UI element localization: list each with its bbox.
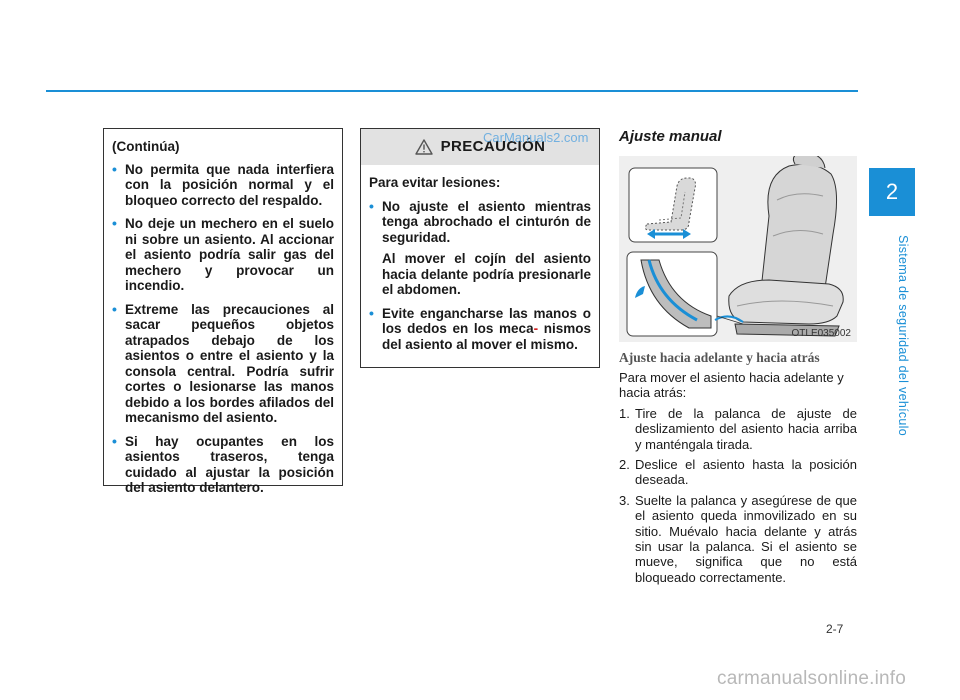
red-hyphen: - <box>533 321 539 336</box>
chapter-number-tab: 2 <box>869 168 915 216</box>
subheading: Ajuste hacia adelante y hacia atrás <box>619 350 820 365</box>
list-item: 2. Deslice el asiento hasta la posición deseada. <box>619 457 857 488</box>
continued-label: (Continúa) <box>112 139 180 154</box>
bullet-dot-icon: • <box>369 197 374 214</box>
bullet-dot-icon: • <box>112 300 117 317</box>
warning-triangle-icon <box>415 139 433 155</box>
instructions <box>619 370 857 590</box>
bullet-dot-icon: • <box>112 432 117 449</box>
continued-list <box>112 162 334 496</box>
caution-sub-paragraph: Al mover el cojín del asiento hacia delante podría presionarle el abdomen. <box>382 251 591 297</box>
seat-illustration <box>619 156 857 342</box>
figure-code: OTLE035002 <box>791 328 851 339</box>
list-item: • No deje un mechero en el suelo ni sobre un asiento. Al accionar el asiento podría salir gas del mechero y provocar un incendio. <box>112 215 334 293</box>
bullet-dot-icon: • <box>112 215 117 231</box>
watermark-bottom: carmanualsonline.info <box>717 668 907 689</box>
header-rule <box>46 90 858 92</box>
list-item: • No ajuste el asiento mientras tenga abrochado el cinturón de seguridad. Al mover el cojín del asiento hacia delante podría presionarle el abdomen. <box>369 197 591 297</box>
caution-list <box>369 199 591 353</box>
continued-warning-box <box>103 128 343 495</box>
list-item: • Evite engancharse las manos o los dedos en los meca- nismos del asiento al mover el mismo. <box>369 304 591 352</box>
page-number: 2-7 <box>826 622 844 636</box>
chapter-title: Sistema de seguridad del vehículo <box>896 234 910 436</box>
bullet-dot-icon: • <box>112 160 117 177</box>
seat-figure <box>619 156 857 342</box>
caution-box <box>360 128 600 368</box>
list-item: 1. Tire de la palanca de ajuste de deslizamiento del asiento hacia arriba y manténgala tirada. <box>619 405 857 452</box>
section-heading: Ajuste manual <box>619 128 722 145</box>
list-item: • Si hay ocupantes en los asientos traseros, tenga cuidado al ajustar la posición del asiento delantero. <box>112 432 334 495</box>
caution-heading: PRECAUCIÓN <box>440 138 546 156</box>
list-item: • Extreme las precauciones al sacar pequeños objetos atrapados debajo de los asientos o entre el asiento y la consola central. Podría sufrir cortes o lesionarse las manos debido a los bordes afilados del mecanismo del asiento. <box>112 300 334 425</box>
caution-intro: Para evitar lesiones: <box>369 175 501 190</box>
instructions-intro: Para mover el asiento hacia adelante y hacia atrás: <box>619 370 844 401</box>
list-item: • No permita que nada interfiera con la posición normal y el bloqueo correcto del respaldo. <box>112 160 334 208</box>
bullet-dot-icon: • <box>369 304 374 321</box>
list-item: 3. Suelte la palanca y asegúrese de que el asiento queda inmovilizado en su sitio. Muévalo hacia delante y atrás sin usar la palanca. Si el asiento se mueve, significa que no está bloqueado correctamente. <box>619 492 857 585</box>
steps-list <box>619 406 857 585</box>
watermark-top: CarManuals2.com <box>483 130 589 145</box>
